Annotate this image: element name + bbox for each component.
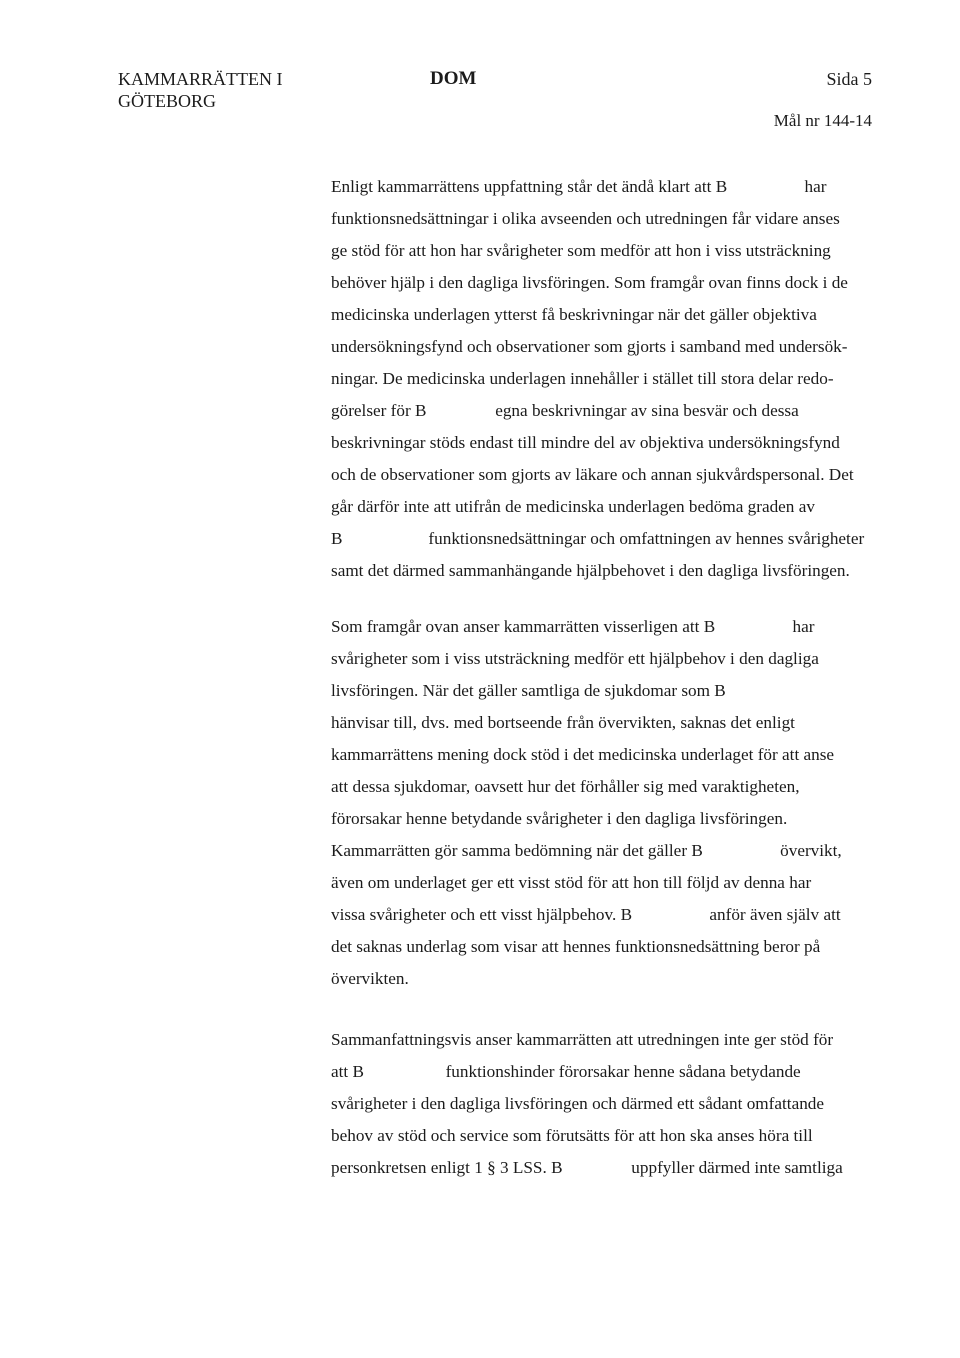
paragraph-line: undersökningsfynd och observationer som gjorts i samband med undersök- (331, 337, 848, 356)
paragraph-line: medicinska underlagen ytterst få beskrivningar när det gäller objektiva (331, 305, 817, 324)
paragraph-line: vissa svårigheter och ett visst hjälpbehov. B anför även själv att (331, 905, 841, 924)
paragraph-line: beskrivningar stöds endast till mindre del av objektiva undersökningsfynd (331, 433, 840, 452)
paragraph-line: behov av stöd och service som förutsätts för att hon ska anses höra till (331, 1126, 813, 1145)
paragraph-line: svårigheter som i viss utsträckning medför ett hjälpbehov i den dagliga (331, 649, 819, 668)
court-name-line-2: GÖTEBORG (118, 91, 216, 111)
paragraph-line: ningar. De medicinska underlagen innehåller i stället till stora delar redo- (331, 369, 834, 388)
page-number: Sida 5 (826, 69, 872, 89)
paragraph-line: förorsakar henne betydande svårigheter i den dagliga livsföringen. (331, 809, 788, 828)
paragraph-line: går därför inte att utifrån de medicinska underlagen bedöma graden av (331, 497, 815, 516)
paragraph-line: svårigheter i den dagliga livsföringen och därmed ett sådant omfattande (331, 1094, 825, 1113)
paragraph-line: att B funktionshinder förorsakar henne sådana betydande (331, 1062, 801, 1081)
case-number: Mål nr 144-14 (773, 111, 872, 130)
paragraph-line: Enligt kammarrättens uppfattning står det ändå klart att B har (331, 177, 827, 196)
paragraph-line: Kammarrätten gör samma bedömning när det gäller B övervikt, (331, 841, 842, 860)
paragraph-line: ge stöd för att hon har svårigheter som medför att hon i viss utsträckning (331, 241, 831, 260)
paragraph-line: hänvisar till, dvs. med bortseende från övervikten, saknas det enligt (331, 713, 795, 732)
paragraph-line: livsföringen. När det gäller samtliga de sjukdomar som B (331, 681, 726, 700)
paragraph-line: och de observationer som gjorts av läkare och annan sjukvårdspersonal. Det (331, 465, 854, 484)
document-type: DOM (430, 68, 477, 89)
paragraph-line: Som framgår ovan anser kammarrätten visserligen att B har (331, 617, 815, 636)
paragraph-line: Sammanfattningsvis anser kammarrätten att utredningen inte ger stöd för (331, 1030, 834, 1049)
paragraph-line: B funktionsnedsättningar och omfattningen av hennes svårigheter (331, 529, 865, 548)
paragraph-line: även om underlaget ger ett visst stöd för att hon till följd av denna har (331, 873, 812, 892)
paragraph-line: samt det därmed sammanhängande hjälpbehovet i den dagliga livsföringen. (331, 561, 850, 580)
court-name-line-1: KAMMARRÄTTEN I (118, 69, 283, 89)
paragraph-line: behöver hjälp i den dagliga livsföringen. Som framgår ovan finns dock i de (331, 273, 848, 292)
paragraph-line: att dessa sjukdomar, oavsett hur det förhåller sig med varaktigheten, (331, 777, 800, 796)
paragraph-line: funktionsnedsättningar i olika avseenden och utredningen får vidare anses (331, 209, 840, 228)
paragraph-line: görelser för B egna beskrivningar av sina besvär och dessa (331, 401, 799, 420)
court-name (118, 68, 283, 112)
paragraph-line: det saknas underlag som visar att hennes funktionsnedsättning beror på (331, 937, 821, 956)
paragraph-line: kammarrättens mening dock stöd i det medicinska underlaget för att anse (331, 745, 835, 764)
paragraph-line: personkretsen enligt 1 § 3 LSS. B uppfyller därmed inte samtliga (331, 1158, 843, 1177)
paragraph-line: övervikten. (331, 969, 409, 988)
